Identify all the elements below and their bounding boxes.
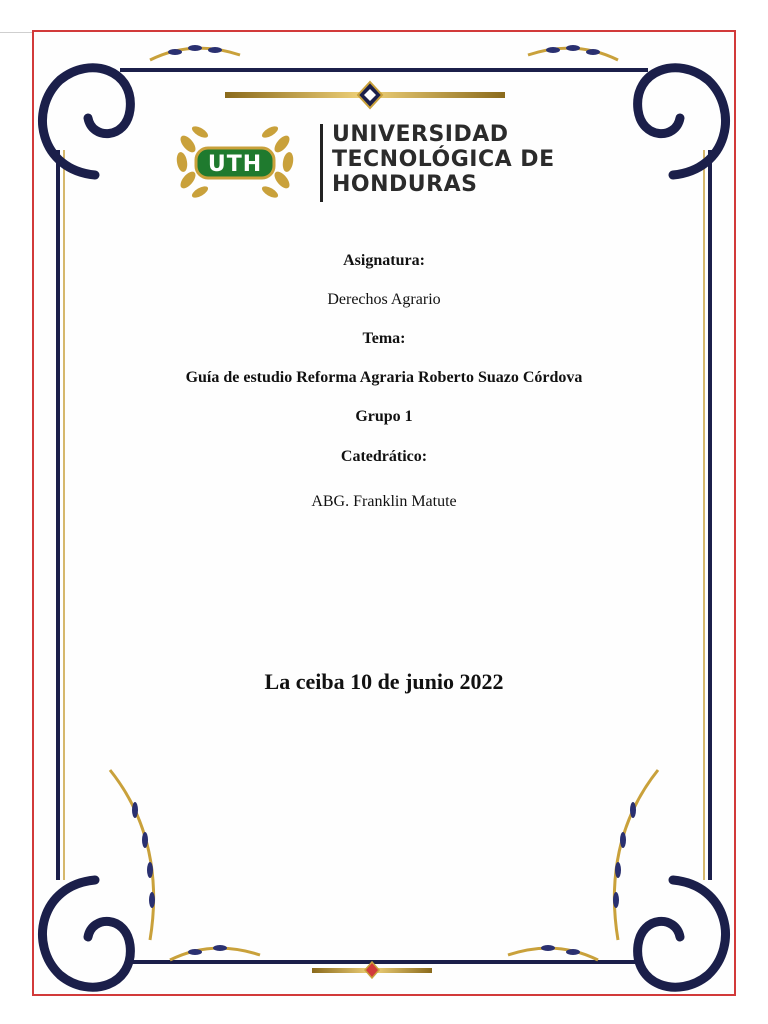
university-logo: [170, 118, 590, 208]
logo-wordmark: [332, 122, 555, 197]
place-date: La ceiba 10 de junio 2022: [264, 669, 504, 694]
topic-label: Tema:: [362, 330, 406, 347]
logo-divider: [320, 124, 323, 202]
logo-line-2: TECNOLÓGICA DE: [332, 147, 555, 172]
logo-line-1: UNIVERSIDAD: [332, 122, 509, 147]
professor-value: ABG. Franklin Matute: [311, 493, 457, 510]
subject-label: Asignatura:: [343, 252, 425, 269]
logo-line-3: HONDURAS: [332, 172, 478, 197]
group-label: Grupo 1: [355, 408, 413, 425]
logo-emblem-text: UTH: [207, 152, 263, 177]
subject-value: Derechos Agrario: [327, 291, 441, 308]
professor-label: Catedrático:: [340, 448, 428, 465]
topic-value: Guía de estudio Reforma Agraria Roberto Suazo Córdova: [185, 369, 583, 386]
